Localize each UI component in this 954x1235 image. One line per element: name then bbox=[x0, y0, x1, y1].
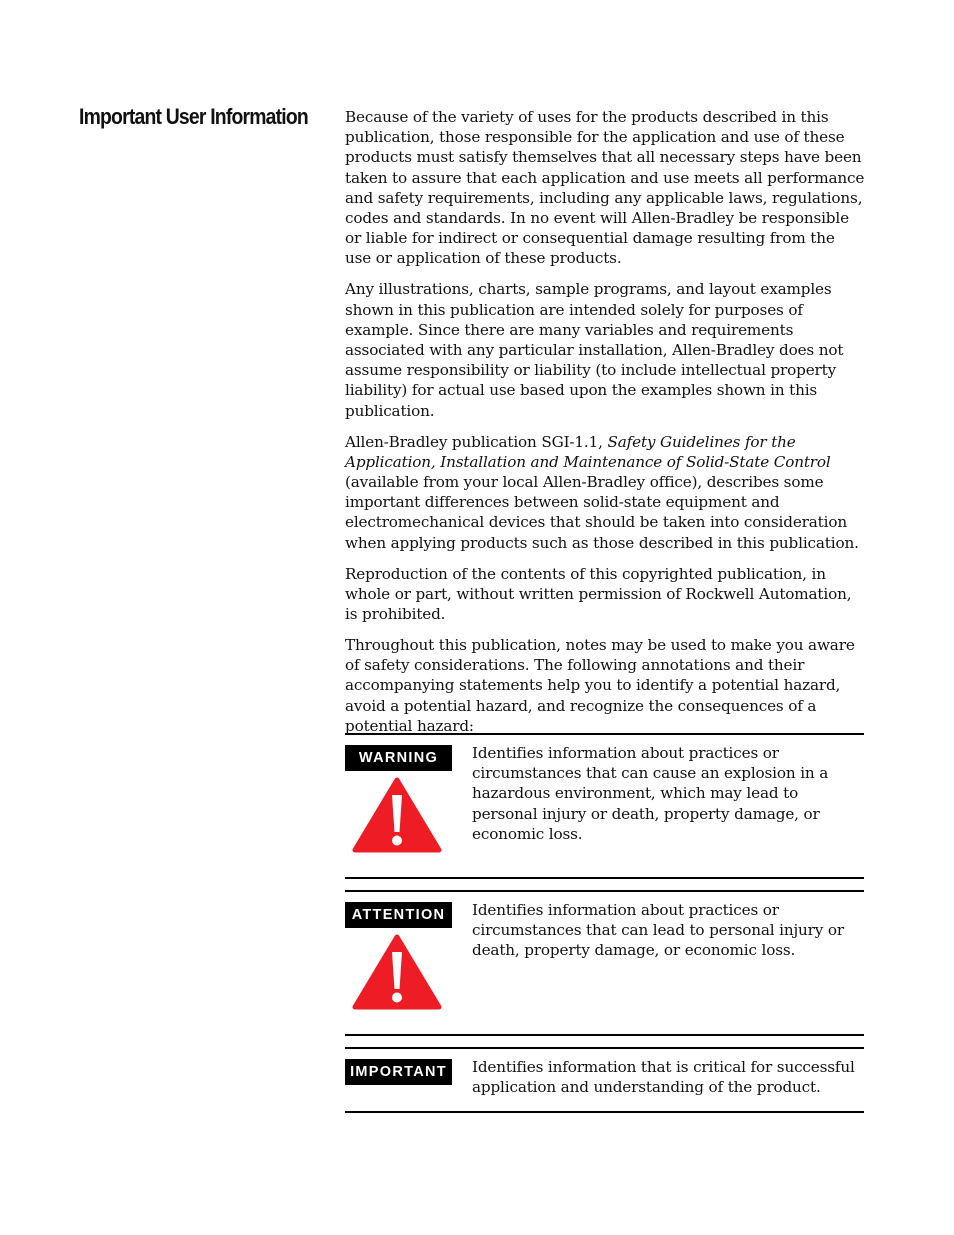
exclamation-triangle-icon bbox=[352, 934, 442, 1010]
attention-text: Identifies information about practices or circumstances that can lead to personal injury or death, property damage, or economic loss. bbox=[472, 901, 845, 960]
paragraph-illustrations-disclaimer: Any illustrations, charts, sample programs, and layout examples shown in this publication are intended solely for purposes of example. Since there are many variables and requirements associated with any particular installation, Allen-Bradley does not assume responsibility or liability (to include intellectual property liability) for actual use based upon the examples shown in this publication. bbox=[345, 280, 844, 420]
exclamation-triangle-icon bbox=[352, 777, 442, 853]
important-notice bbox=[345, 1047, 864, 1113]
safety-guidelines-title: Safety Guidelines for the Application, Installation and Maintenance of Solid-State Control bbox=[345, 432, 831, 471]
body-text bbox=[345, 107, 865, 747]
important-label: IMPORTANT bbox=[345, 1059, 452, 1085]
paragraph-reproduction: Reproduction of the contents of this copyrighted publication, in whole or part, without written permission of Rockwell Automation, is prohibited. bbox=[345, 564, 852, 624]
warning-notice bbox=[345, 733, 864, 879]
important-text: Identifies information that is critical for successful application and understanding of the product. bbox=[472, 1058, 855, 1097]
page-title: Important User Information bbox=[79, 104, 308, 129]
paragraph-safety-guidelines bbox=[345, 432, 865, 553]
paragraph-product-responsibility: Because of the variety of uses for the products described in this publication, those responsible for the application and use of these products must satisfy themselves that all necessary steps have been taken to assure that each application and use meets all performance and safety requirements, including any applicable laws, regulations, codes and standards. In no event will Allen-Bradley be responsible or liable for indirect or consequential damage resulting from the use or application of these products. bbox=[345, 108, 865, 268]
paragraph-safety-guidelines-intro: Allen-Bradley publication SGI-1.1, bbox=[345, 432, 608, 451]
paragraph-annotations-intro: Throughout this publication, notes may be used to make you aware of safety considerations. The following annotations and their accompanying statements help you to identify a potential hazard, avoid a potential hazard, and recognize the consequences of a potential hazard: bbox=[345, 636, 855, 735]
attention-notice bbox=[345, 890, 864, 1036]
attention-label: ATTENTION bbox=[345, 902, 452, 928]
warning-text: Identifies information about practices or circumstances that can cause an explosion in a hazardous environment, which may lead to personal injury or death, property damage, or economic loss. bbox=[472, 744, 829, 843]
paragraph-safety-guidelines-rest: (available from your local Allen-Bradley office), describes some important differences between solid-state equipment and electromechanical devices that should be taken into consideration when applying products such as those described in this publication. bbox=[345, 473, 859, 552]
warning-label: WARNING bbox=[345, 745, 452, 771]
